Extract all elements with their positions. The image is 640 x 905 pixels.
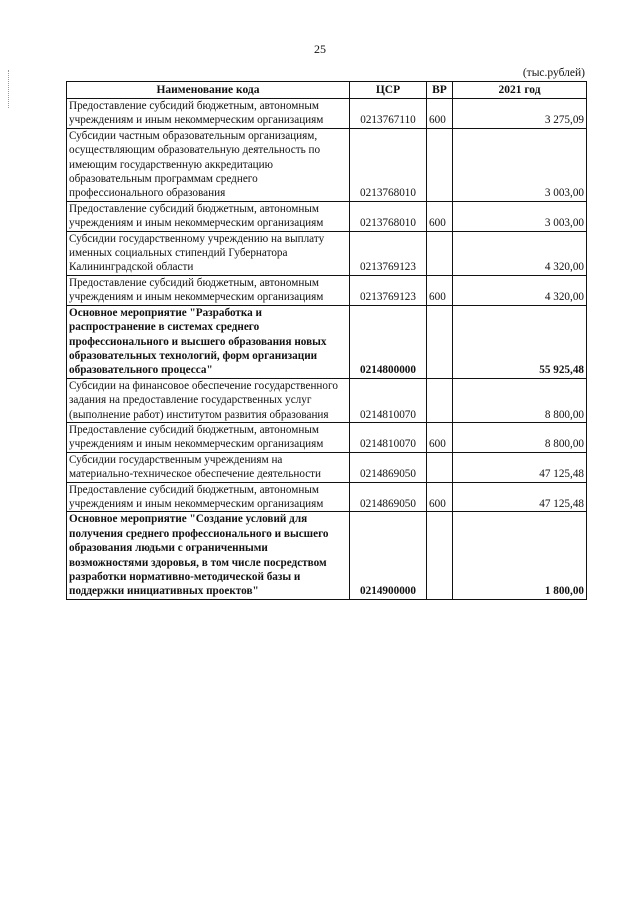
- table-row: [67, 452, 587, 482]
- row-name-cell: Предоставление субсидий бюджетным, автономным учреждениям и иным некоммерческим организациям: [67, 482, 350, 512]
- row-amount-cell: 8 800,00: [453, 378, 587, 422]
- row-vr-cell: [427, 378, 453, 422]
- row-csr-cell: 0213769123: [350, 275, 427, 305]
- row-csr-cell: 0214800000: [350, 305, 427, 378]
- row-name-cell: Основное мероприятие "Создание условий для получения среднего профессионального и высшего образования людьми с ограниченными возможностями здоровья, в том числе посредством разработки нормативно-методической базы и поддержки инициативных проектов": [67, 512, 350, 599]
- row-amount-cell: 3 003,00: [453, 128, 587, 201]
- row-amount-cell: 4 320,00: [453, 275, 587, 305]
- table-header-row: [67, 82, 587, 99]
- table-row: [67, 128, 587, 201]
- header-amount: 2021 год: [453, 82, 587, 99]
- row-name-cell: Субсидии государственному учреждению на выплату именных социальных стипендий Губернатора Калининградской области: [67, 231, 350, 275]
- row-amount-cell: 8 800,00: [453, 422, 587, 452]
- row-csr-cell: 0213768010: [350, 128, 427, 201]
- row-name-cell: Предоставление субсидий бюджетным, автономным учреждениям и иным некоммерческим организациям: [67, 422, 350, 452]
- header-name: Наименование кода: [67, 82, 350, 99]
- row-csr-cell: 0213769123: [350, 231, 427, 275]
- units-label: (тыс.рублей): [522, 67, 585, 79]
- row-vr-cell: 600: [427, 275, 453, 305]
- row-amount-cell: 55 925,48: [453, 305, 587, 378]
- row-name-cell: Субсидии на финансовое обеспечение государственного задания на предоставление государственных услуг (выполнение работ) институтом развития образования: [67, 378, 350, 422]
- row-csr-cell: 0213768010: [350, 201, 427, 231]
- row-vr-cell: 600: [427, 99, 453, 129]
- table-row: [67, 201, 587, 231]
- table-row: [67, 99, 587, 129]
- table-row: [67, 231, 587, 275]
- row-vr-cell: [427, 128, 453, 201]
- row-name-cell: Предоставление субсидий бюджетным, автономным учреждениям и иным некоммерческим организациям: [67, 201, 350, 231]
- row-csr-cell: 0214869050: [350, 482, 427, 512]
- row-vr-cell: [427, 452, 453, 482]
- row-name-cell: Предоставление субсидий бюджетным, автономным учреждениям и иным некоммерческим организациям: [67, 99, 350, 129]
- page-number: 25: [314, 42, 326, 56]
- row-amount-cell: 3 003,00: [453, 201, 587, 231]
- row-csr-cell: 0214869050: [350, 452, 427, 482]
- row-vr-cell: [427, 512, 453, 599]
- row-amount-cell: 4 320,00: [453, 231, 587, 275]
- header-vr: ВР: [427, 82, 453, 99]
- table-row: [67, 422, 587, 452]
- row-amount-cell: 47 125,48: [453, 482, 587, 512]
- row-vr-cell: 600: [427, 482, 453, 512]
- row-csr-cell: 0214810070: [350, 378, 427, 422]
- table-row: [67, 378, 587, 422]
- row-amount-cell: 3 275,09: [453, 99, 587, 129]
- row-amount-cell: 1 800,00: [453, 512, 587, 599]
- margin-binding-mark: [8, 70, 10, 108]
- row-name-cell: Предоставление субсидий бюджетным, автономным учреждениям и иным некоммерческим организациям: [67, 275, 350, 305]
- header-csr: ЦСР: [350, 82, 427, 99]
- row-csr-cell: 0213767110: [350, 99, 427, 129]
- row-vr-cell: [427, 305, 453, 378]
- table-row: [67, 305, 587, 378]
- row-vr-cell: 600: [427, 201, 453, 231]
- row-csr-cell: 0214900000: [350, 512, 427, 599]
- row-name-cell: Субсидии частным образовательным организациям, осуществляющим образовательную деятельность по имеющим государственную аккредитацию образовательным программам среднего профессионального образования: [67, 128, 350, 201]
- table-row: [67, 482, 587, 512]
- table-row: [67, 275, 587, 305]
- row-name-cell: Основное мероприятие "Разработка и распространение в системах среднего профессионального и высшего образования новых образовательных технологий, форм организации образовательного процесса": [67, 305, 350, 378]
- row-amount-cell: 47 125,48: [453, 452, 587, 482]
- row-vr-cell: 600: [427, 422, 453, 452]
- table-row: [67, 512, 587, 599]
- table-body: [67, 99, 587, 600]
- row-name-cell: Субсидии государственным учреждениям на материально-техническое обеспечение деятельности: [67, 452, 350, 482]
- row-csr-cell: 0214810070: [350, 422, 427, 452]
- budget-table: [66, 81, 587, 600]
- row-vr-cell: [427, 231, 453, 275]
